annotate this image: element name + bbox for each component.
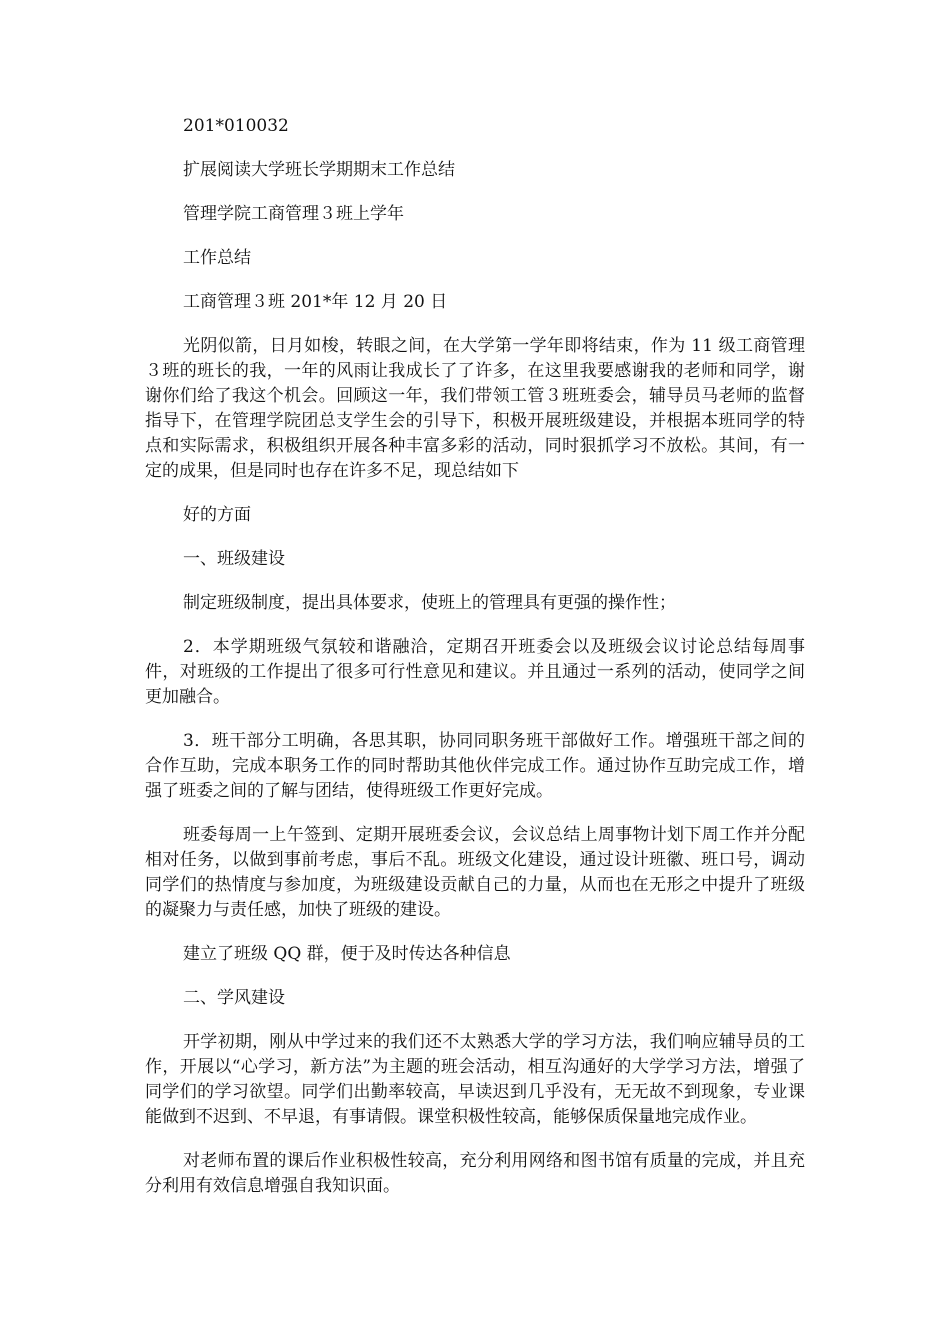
- section-heading-class-building: 一、班级建设: [183, 549, 285, 569]
- document-body: [145, 114, 805, 1218]
- paragraph-item-2: 2．本学期班级气氛较和谐融洽，定期召开班委会以及班级会议讨论总结每周事件，对班级的工作提出了很多可行性意见和建议。并且通过一系列的活动，使同学之间更加融合。: [145, 637, 805, 707]
- document-subtitle-2: 工作总结: [183, 248, 251, 268]
- paragraph-class-rules: 制定班级制度，提出具体要求，使班上的管理具有更强的操作性；: [183, 593, 676, 613]
- paragraph-qq-group: 建立了班级 QQ 群，便于及时传达各种信息: [183, 944, 511, 964]
- intro-paragraph: 光阴似箭，日月如梭，转眼之间，在大学第一学年即将结束，作为 11 级工商管理３班的班长的我，一年的风雨让我成长了了许多，在这里我要感谢我的老师和同学，谢谢你们给了我这个机会。回顾这一年，我们带领工管３班班委会，辅导员马老师的监督指导下，在管理学院团总支学生会的引导下，积极开展班级建设，并根据本班同学的特点和实际需求，积极组织开展各种丰富多彩的活动，同时狠抓学习不放松。其间，有一定的成果，但是同时也存在许多不足，现总结如下: [145, 336, 805, 481]
- paragraph-committee: 班委每周一上午签到、定期开展班委会议，会议总结上周事物计划下周工作并分配相对任务，以做到事前考虑，事后不乱。班级文化建设，通过设计班徽、班口号，调动同学们的热情度与参加度，为班级建设贡献自己的力量，从而也在无形之中提升了班级的凝聚力与责任感，加快了班级的建设。: [145, 825, 805, 920]
- paragraph-study-start: 开学初期，刚从中学过来的我们还不太熟悉大学的学习方法，我们响应辅导员的工作，开展以“心学习，新方法”为主题的班会活动，相互沟通好的大学学习方法，增强了同学们的学习欲望。同学们出勤率较高，早读迟到几乎没有，无无故不到现象，专业课能做到不迟到、不早退，有事请假。课堂积极性较高，能够保质保量地完成作业。: [145, 1032, 805, 1127]
- document-code: 201*010032: [183, 116, 289, 136]
- paragraph-item-3: 3．班干部分工明确，各思其职，协同同职务班干部做好工作。增强班干部之间的合作互助，完成本职务工作的同时帮助其他伙伴完成工作。通过协作互助完成工作，增强了班委之间的了解与团结，使得班级工作更好完成。: [145, 731, 805, 801]
- document-subtitle: 管理学院工商管理３班上学年: [183, 204, 404, 224]
- document-title: 扩展阅读大学班长学期期末工作总结: [183, 160, 455, 180]
- paragraph-homework: 对老师布置的课后作业积极性较高，充分利用网络和图书馆有质量的完成，并且充分利用有效信息增强自我知识面。: [145, 1151, 805, 1196]
- section-heading-good: 好的方面: [183, 505, 251, 525]
- section-heading-study: 二、学风建设: [183, 988, 285, 1008]
- document-date-line: 工商管理３班 201*年 12 月 20 日: [183, 292, 448, 312]
